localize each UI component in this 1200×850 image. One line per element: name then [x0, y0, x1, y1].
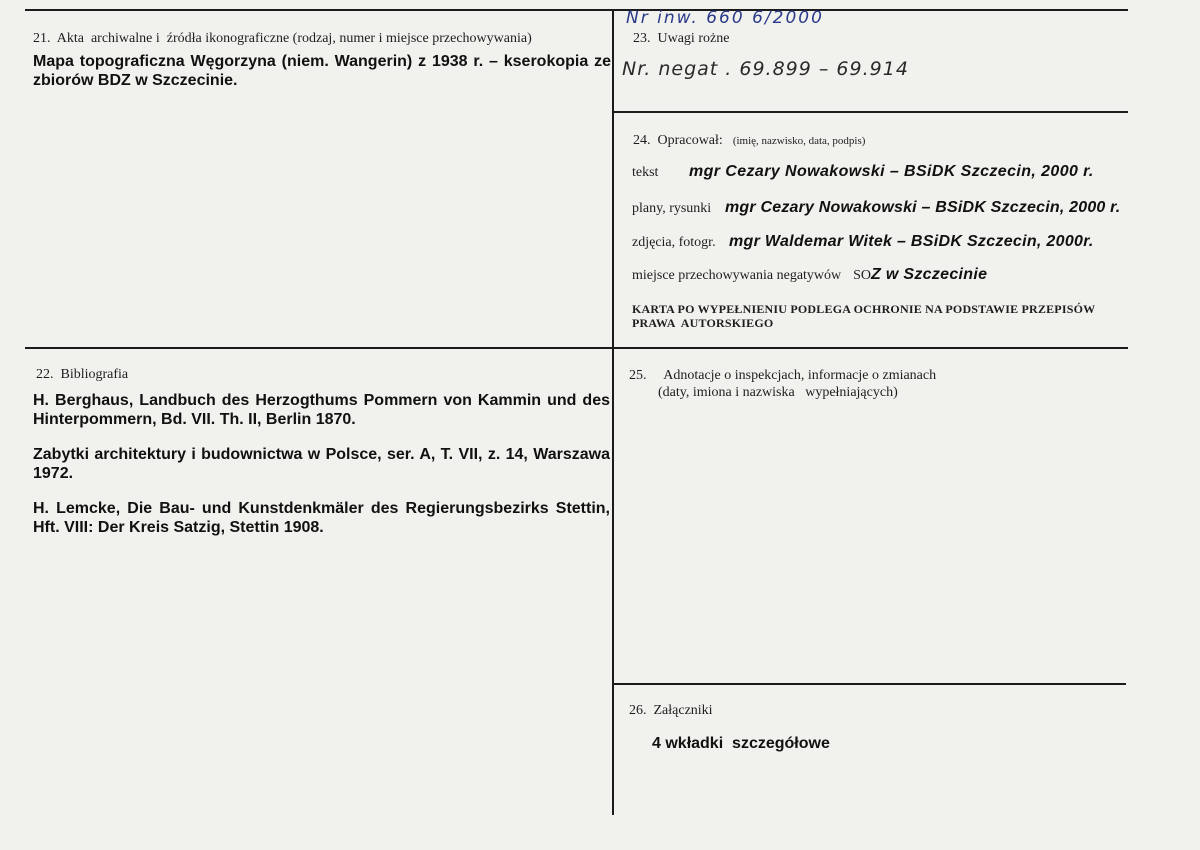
text-author-label: tekst [632, 165, 659, 180]
section26-text: 4 wkładki szczegółowe [652, 735, 830, 752]
bibliography-entry-2: Zabytki architektury i budownictwa w Polsce, ser. A, T. VII, z. 14, Warszawa 1972. [33, 446, 610, 482]
section21-text: Mapa topograficzna Węgorzyna (niem. Wangerin) z 1938 r. – kserokopia ze zbiorów BDZ w Szczecinie. [33, 53, 611, 89]
section21-label: 21. Akta archiwalne i źródła ikonograficzne (rodzaj, numer i miejsce przechowywania) [33, 31, 532, 46]
top-border-line [25, 9, 1128, 11]
copyright-line-2: PRAWA AUTORSKIEGO [632, 316, 774, 330]
text-author-value: mgr Cezary Nowakowski – BSiDK Szczecin, 2000 r. [689, 163, 1094, 180]
section23-bottom-line [614, 111, 1128, 113]
section24-label-small: (imię, nazwisko, data, podpis) [732, 135, 866, 147]
negatives-storage-prefix: SO [853, 268, 872, 283]
plans-author-value: mgr Cezary Nowakowski – BSiDK Szczecin, 2000 r. [725, 199, 1121, 216]
section22-label: 22. Bibliografia [36, 367, 129, 382]
negatives-number-handwritten: Nr. negat . 69.899 – 69.914 [622, 58, 909, 80]
section25-sublabel: (daty, imiona i nazwiska wypełniających) [658, 385, 898, 400]
section24-label: 24. Opracował: [633, 133, 723, 148]
center-vertical-divider [612, 9, 614, 815]
section26-label: 26. Załączniki [629, 703, 713, 718]
section24-header [633, 131, 865, 149]
photos-author-label: zdjęcia, fotogr. [632, 235, 716, 250]
section23-label: 23. Uwagi rożne [633, 31, 730, 46]
bibliography-entry-1: H. Berghaus, Landbuch des Herzogthums Pommern von Kammin und des Hinterpommern, Bd. VII. Th. II, Berlin 1870. [33, 392, 610, 428]
photos-author-value: mgr Waldemar Witek – BSiDK Szczecin, 2000r. [729, 233, 1094, 250]
bibliography-entry-3: H. Lemcke, Die Bau- und Kunstdenkmäler des Regierungsbezirks Stettin, Hft. VIII: Der Kreis Satzig, Stettin 1908. [33, 500, 610, 536]
plans-author-label: plany, rysunki [632, 201, 712, 216]
inventory-number-handwritten: Nr inw. 660 6/2000 [626, 8, 824, 28]
copyright-line-1: KARTA PO WYPEŁNIENIU PODLEGA OCHRONIE NA PODSTAWIE PRZEPISÓW [632, 302, 1096, 316]
copyright-notice [632, 302, 1095, 330]
middle-divider-line [25, 347, 1128, 349]
negatives-storage-row [632, 266, 987, 284]
section25-bottom-line [614, 683, 1126, 685]
section25-label: 25. Adnotacje o inspekcjach, informacje o zmianach [629, 368, 937, 383]
negatives-storage-value: Z w Szczecinie [871, 266, 988, 283]
negatives-storage-label: miejsce przechowywania negatywów [632, 268, 842, 283]
